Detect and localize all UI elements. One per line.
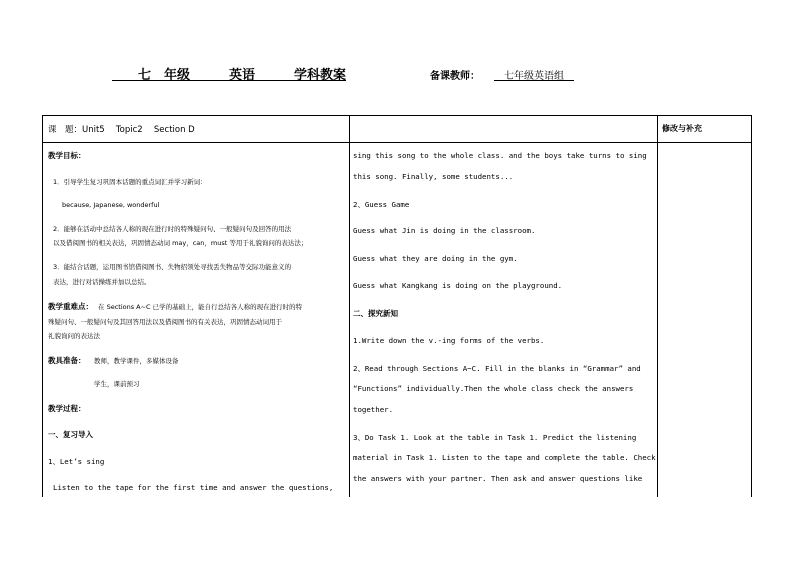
objective-2-line1: 2．能够在活动中总结各人称的现在进行时的特殊疑问句、一般疑问句及回答的用法	[53, 225, 292, 233]
task-line-1: 1.Write down the v.-ing forms of the verbs.	[353, 336, 545, 345]
key-points-line3: 礼貌询问的表达法	[48, 332, 100, 340]
table-row-divider	[42, 142, 752, 143]
subject-header	[112, 64, 346, 83]
objective-3-line1: 3．能结合话题，运用图书馆借阅图书、失物招领处寻找丢失物品等交际功能意义的	[53, 263, 292, 271]
objective-2-line2: 以及借阅图书的相关表达，巩固情态动词 may，can，must 等用于礼貌询问的表达法；	[53, 239, 308, 247]
item-lets-sing: 1、Let’s sing	[48, 457, 105, 466]
guess-line-2: Guess what they are doing in the gym.	[353, 254, 518, 263]
prep-title: 教具准备：	[48, 356, 86, 365]
process-title: 教学过程：	[48, 404, 86, 413]
notes-header: 修改与补充	[662, 124, 702, 133]
teacher-value: 七年级英语组	[494, 71, 574, 82]
section-2-title: 二、探究新知	[353, 309, 398, 318]
prep-teacher: 教师，教学课件，多媒体设备	[94, 357, 179, 365]
task-line-5: 3、Do Task 1. Look at the table in Task 1. Predict the listening	[353, 433, 637, 442]
objective-1: 1．引导学生复习巩固本话题的重点词汇并学习新词：	[53, 178, 207, 186]
teacher-label: 备课教师：	[430, 71, 480, 82]
guess-game-title: 2、Guess Game	[353, 200, 410, 209]
key-points-line1: 在 Sections A~C 已学的基础上，能自行总结各人称的现在进行时的特	[98, 303, 303, 311]
table-left-border	[42, 115, 43, 497]
task-line-3: “Functions” individually.Then the whole class check the answers	[353, 384, 634, 393]
task-line-2: 2、Read through Sections A~C. Fill in the blanks in “Grammar” and	[353, 364, 641, 373]
section-1-title: 一、复习导入	[48, 430, 93, 439]
table-top-border	[42, 115, 752, 116]
key-points-title: 教学重难点：	[48, 302, 93, 311]
guess-line-3: Guess what Kangkang is doing on the playground.	[353, 281, 563, 290]
table-middle-divider	[349, 115, 350, 497]
objective-3-line2: 表达，进行对话操练并加以总结。	[53, 278, 151, 286]
listen-instruction: Listen to the tape for the first time and answer the questions,	[53, 483, 334, 492]
prep-student: 学生，课前预习	[94, 380, 140, 388]
task-line-7: the answers with your partner. Then ask and answer questions like	[353, 474, 643, 483]
middle-line-1: sing this song to the whole class. and the boys take turns to sing	[353, 151, 647, 160]
topic-label: 课 题：Unit5 Topic2 Section D	[48, 125, 195, 135]
task-line-6: material in Task 1. Listen to the tape and complete the table. Check	[353, 453, 656, 462]
middle-line-2: this song. Finally, some students...	[353, 172, 514, 181]
guess-line-1: Guess what Jin is doing in the classroom.	[353, 226, 536, 235]
table-notes-divider	[657, 115, 658, 497]
key-points-line2: 殊疑问句、一般疑问句及其回答用法以及借阅图书的有关表达，巩固情态动词用于	[48, 318, 282, 326]
objectives-title: 教学目标：	[48, 151, 86, 160]
objective-1-words: because, Japanese, wonderful	[62, 201, 160, 209]
grade-subject-title: 七 年级 英语 学科教案	[112, 68, 347, 83]
table-right-border	[751, 115, 752, 497]
task-line-4: together.	[353, 405, 394, 414]
